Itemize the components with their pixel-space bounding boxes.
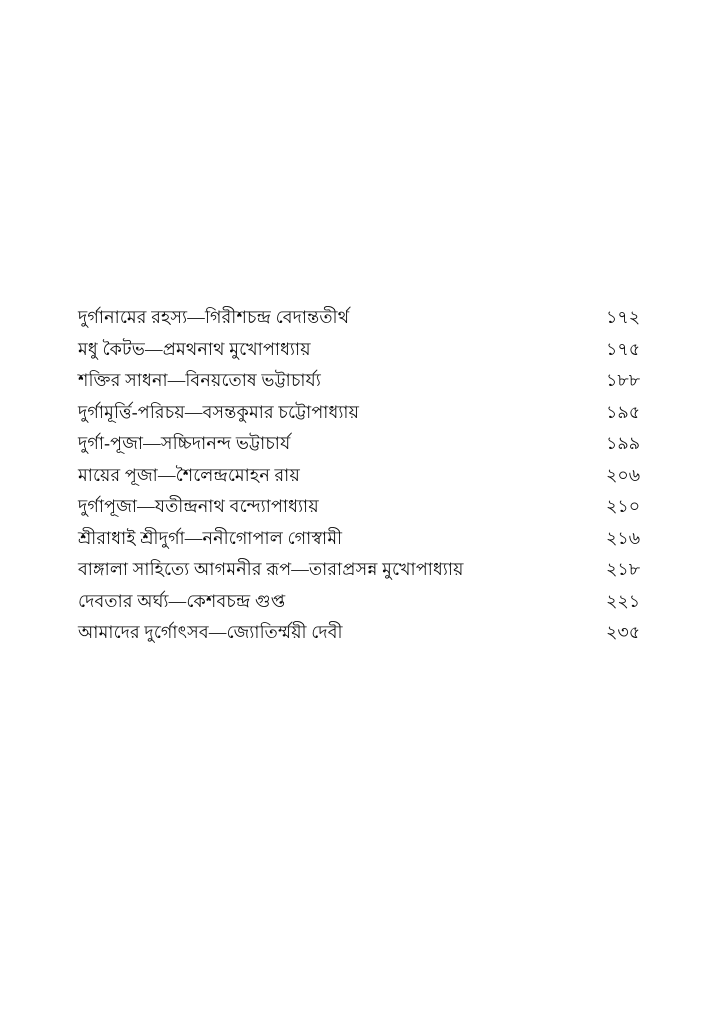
toc-entry [78, 305, 658, 337]
toc-entry [78, 337, 658, 369]
toc-entry-page-number: ২১৬ [606, 527, 641, 548]
toc-entry [78, 368, 658, 400]
toc-entry-title: আমাদের দুর্গোৎসব—জ্যোতির্ম্ময়ী দেবী [78, 622, 343, 642]
toc-entry-title: দুর্গানামের রহস্য—গিরীশচন্দ্র বেদান্ততীর্থ [78, 307, 350, 327]
toc-entry-title: মায়ের পূজা—শৈলেন্দ্রমোহন রায় [78, 464, 300, 485]
toc-entry-page-number: ১৯৫ [606, 401, 641, 422]
toc-entry-page-number: ২১৮ [606, 559, 641, 579]
toc-entry-page-number: ১৯৯ [606, 433, 641, 453]
toc-entry [78, 589, 658, 621]
toc-entry-title: শক্তির সাধনা—বিনয়তোষ ভট্টাচার্য্য [78, 370, 322, 390]
toc-entry-title: দুর্গামূর্ত্তি-পরিচয়—বসন্তকুমার চট্টোপাধ্যায় [78, 401, 360, 422]
toc-entry-page-number: ২২১ [606, 590, 641, 611]
table-of-contents [78, 305, 658, 652]
toc-entry [78, 400, 658, 432]
toc-entry-title: দুর্গাপূজা—যতীন্দ্রনাথ বন্দ্যোপাধ্যায় [78, 496, 319, 516]
toc-entry-title: বাঙ্গালা সাহিত্যে আগমনীর রূপ—তারাপ্রসন্ন মুখোপাধ্যায় [78, 559, 464, 579]
toc-entry-page-number: ১৮৮ [606, 370, 641, 390]
toc-entry-page-number: ২৩৫ [606, 622, 641, 642]
toc-entry-title: দুর্গা-পূজা—সচ্চিদানন্দ ভট্টাচার্য [78, 433, 291, 453]
toc-entry [78, 557, 658, 589]
toc-entry-page-number: ১৭২ [606, 307, 641, 327]
toc-entry [78, 463, 658, 495]
toc-entry-page-number: ১৭৫ [606, 338, 641, 359]
toc-entry-title: মধু কৈটভ—প্রমথনাথ মুখোপাধ্যায় [78, 338, 311, 359]
toc-entry [78, 620, 658, 652]
toc-entry-title: দেবতার অর্ঘ্য—কেশবচন্দ্র গুপ্ত [78, 590, 286, 611]
toc-entry-page-number: ২০৬ [606, 464, 641, 485]
toc-entry [78, 431, 658, 463]
toc-entry-page-number: ২১০ [606, 496, 641, 516]
toc-entry-title: শ্রীরাধাই শ্রীদুর্গা—ননীগোপাল গোস্বামী [78, 527, 343, 548]
toc-entry [78, 494, 658, 526]
toc-entry [78, 526, 658, 558]
